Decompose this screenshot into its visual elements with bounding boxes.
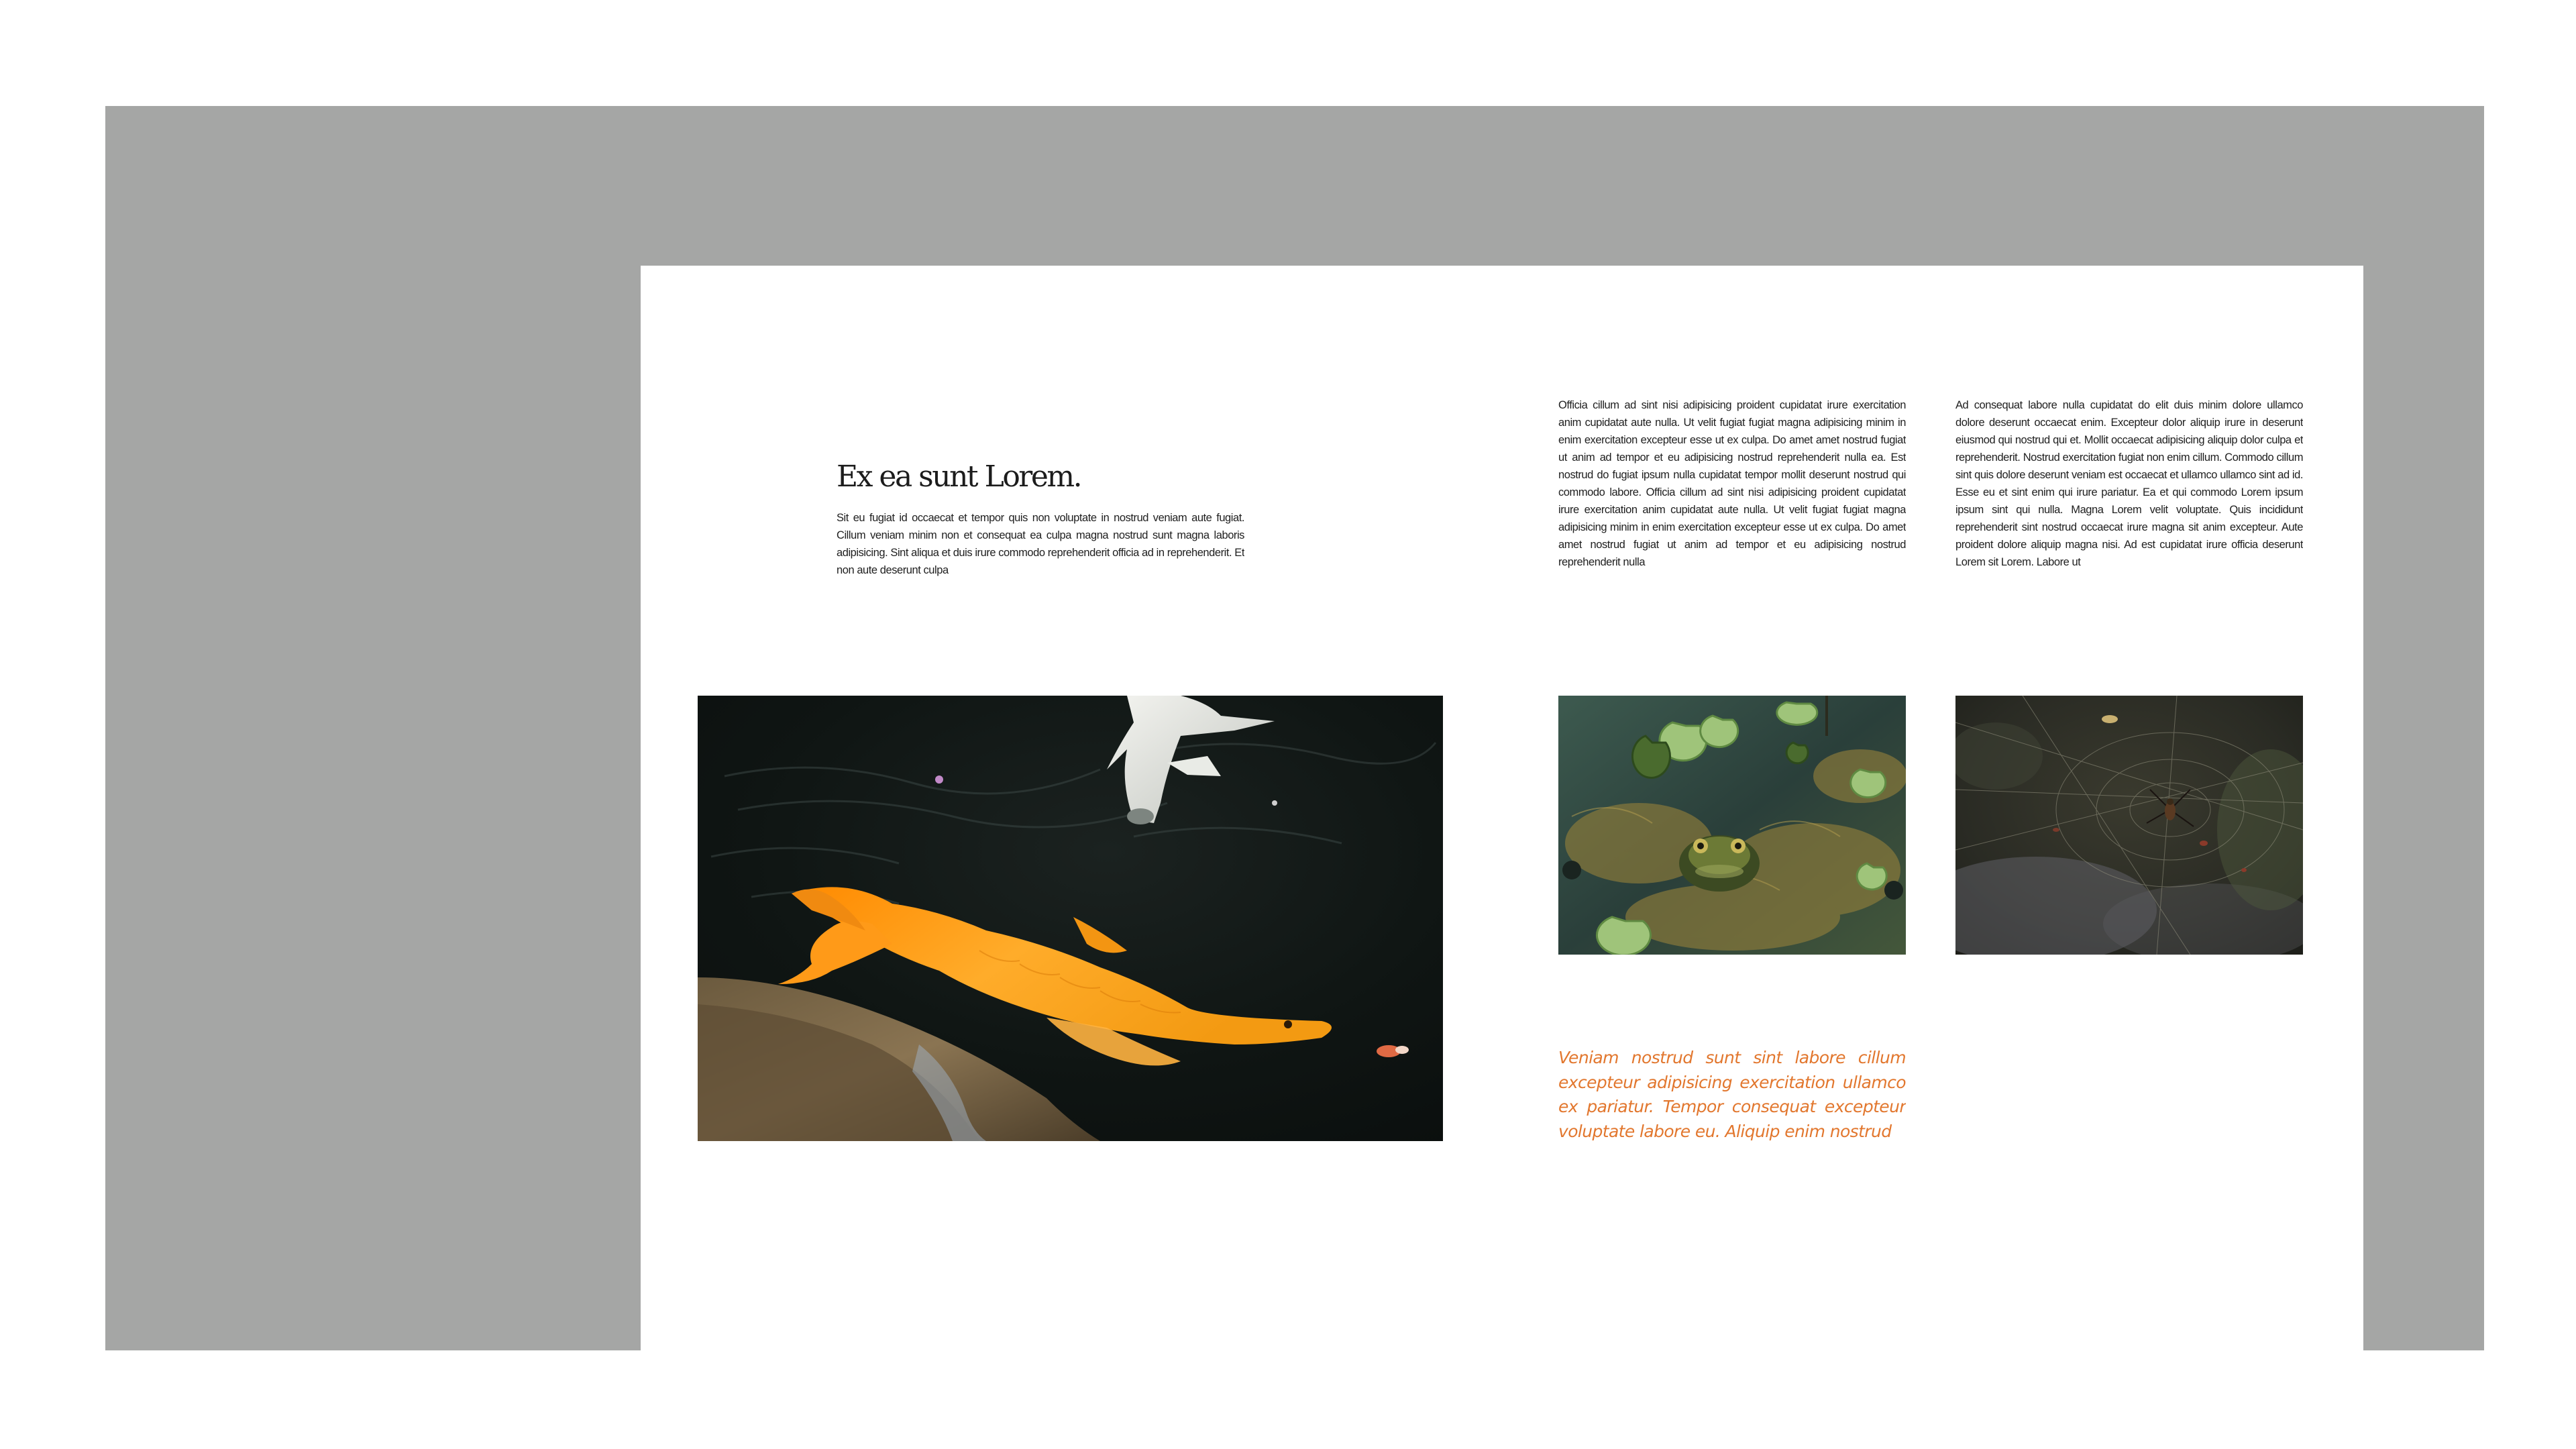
- spider-web-photo: [1955, 696, 2303, 955]
- headline: Ex ea sunt Lorem.: [837, 460, 1081, 494]
- frog-illustration: [1558, 696, 1906, 955]
- pull-quote: Veniam nostrud sunt sint labore cillum excepteur adipisicing exercitation ullamco ex pariatur. Tempor consequat excepteur voluptate labore eu. Aliquip enim nostrud: [1558, 1048, 1906, 1141]
- body-column-1: Officia cillum ad sint nisi adipisicing proident cupidatat irure exercitation anim cupidatat aute nulla. Ut velit fugiat fugiat magna adipisicing minim in enim exercitation excepteur esse ut ex culpa. Do amet amet nostrud fugiat ut anim ad tempor et eu adipisicing nostrud reprehenderit nulla ea. Est nostrud do fugiat ipsum nulla cupidatat tempor mollit deserunt nostrud qui commodo labore. Officia cillum ad sint nisi adipisicing proident cupidatat irure exercitation anim cupidatat aute nulla. Ut velit fugiat fugiat magna adipisicing minim in enim exercitation excepteur esse ut ex culpa. Do amet amet nostrud fugiat ut anim ad tempor et eu adipisicing nostrud reprehenderit nulla: [1558, 399, 1906, 568]
- magazine-page: [641, 266, 2363, 1403]
- frog-photo: [1558, 696, 1906, 955]
- intro-paragraph: Sit eu fugiat id occaecat et tempor quis non voluptate in nostrud veniam aute fugiat. Cillum veniam minim non et consequat ea culpa magna nostrud sunt magna laboris adipisicing. Sint aliqua et duis irure commodo reprehenderit officia ad in reprehenderit. Et non aute deserunt culpa: [837, 512, 1244, 576]
- body-column-2: Ad consequat labore nulla cupidatat do elit duis minim dolore ullamco dolore deserunt occaecat enim. Excepteur dolor aliquip irure in deserunt eiusmod qui nostrud qui et. Mollit occaecat adipisicing aliquip dolor culpa et reprehenderit. Nostrud exercitation fugiat non enim cillum. Commodo cillum sint quis dolore deserunt veniam est occaecat et ullamco ullamco sint ad id. Esse eu et sint enim qui irure pariatur. Ea et qui commodo Lorem ipsum ipsum sint qui nulla. Magna Lorem velit voluptate. Quis incididunt reprehenderit sint nostrud occaecat irure magna sit anim excepteur. Aute proident dolore aliquip magna nisi. Ad est cupidatat irure officia deserunt Lorem sit Lorem. Labore ut: [1955, 399, 2303, 568]
- spider-web-illustration: [1955, 696, 2303, 955]
- artboard-frame: [105, 106, 2484, 1350]
- koi-fish-photo: [698, 696, 1443, 1141]
- koi-fish-illustration: [698, 696, 1443, 1141]
